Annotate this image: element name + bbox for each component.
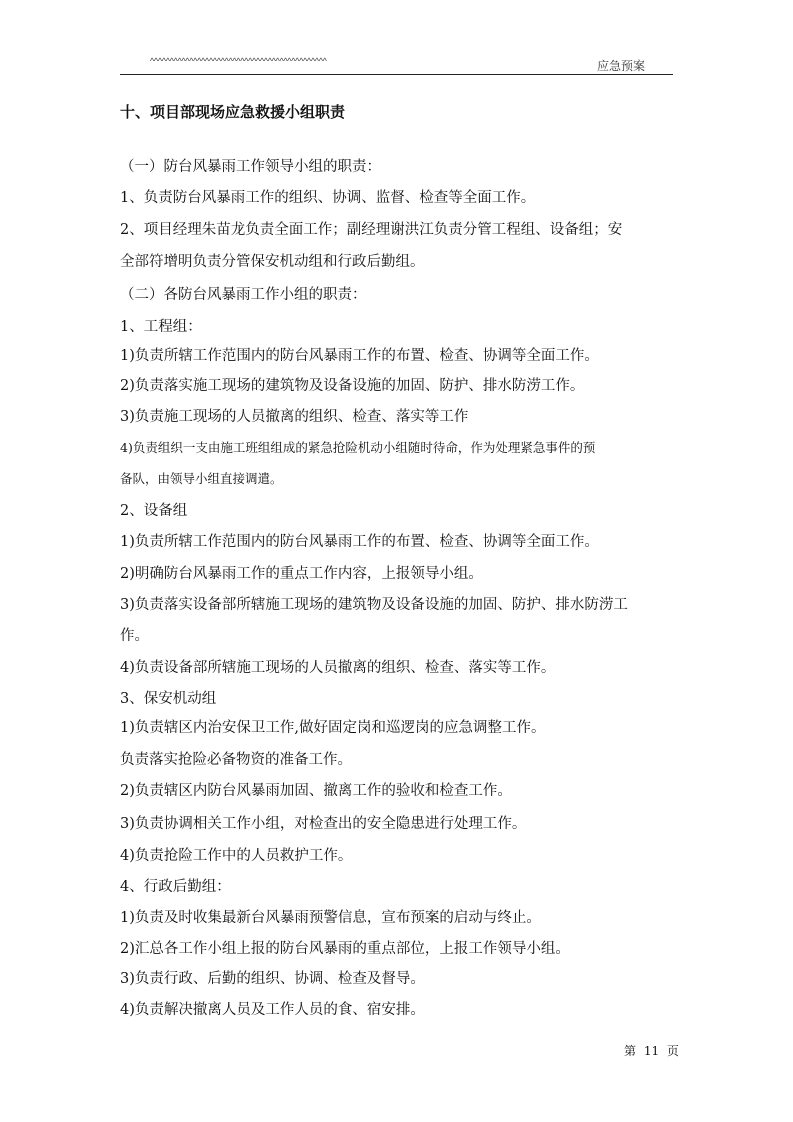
text-line: 4)负责抢险工作中的人员救护工作。 bbox=[120, 848, 353, 864]
text-line: 1、负责防台风暴雨工作的组织、协调、监督、检查等全面工作。 bbox=[120, 190, 536, 206]
text-line: 4)负责解决撤离人员及工作人员的食、宿安排。 bbox=[120, 1002, 425, 1018]
text-line: 3)负责协调相关工作小组，对检查出的安全隐患进行处理工作。 bbox=[120, 816, 527, 832]
header-rule bbox=[120, 74, 673, 75]
text-line: 备队，由领导小组直接调遣。 bbox=[120, 471, 283, 486]
text-line: 3)负责施工现场的人员撤离的组织、检查、落实等工作 bbox=[120, 409, 469, 425]
text-line: 1)负责及时收集最新台风暴雨预警信息，宣布预案的启动与终止。 bbox=[120, 910, 541, 926]
text-line: 2)负责辖区内防台风暴雨加固、撤离工作的验收和检查工作。 bbox=[120, 783, 512, 799]
text-line: （二）各防台风暴雨工作小组的职责： bbox=[120, 287, 367, 303]
text-line: 1)负责辖区内治安保卫工作,做好固定岗和巡逻岗的应急调整工作。 bbox=[120, 720, 546, 736]
text-line: 负责落实抢险必备物资的准备工作。 bbox=[120, 752, 352, 768]
text-line: 4)负责组织一支由施工班组组成的紧急抢险机动小组随时待命，作为处理紧急事件的预 bbox=[120, 440, 596, 455]
page-number: 第 11 页 bbox=[624, 1044, 679, 1058]
text-line: 3)负责行政、后勤的组织、协调、检查及督导。 bbox=[120, 971, 425, 987]
text-line: 2)负责落实施工现场的建筑物及设备设施的加固、防护、排水防涝工作。 bbox=[120, 378, 585, 394]
text-line: 2、设备组 bbox=[120, 503, 188, 519]
text-line: 4、行政后勤组： bbox=[120, 879, 231, 895]
text-line: 2)明确防台风暴雨工作的重点工作内容，上报领导小组。 bbox=[120, 566, 483, 582]
text-line: （一）防台风暴雨工作领导小组的职责： bbox=[120, 159, 381, 175]
text-line: 作。 bbox=[120, 628, 149, 644]
text-line: 3、保安机动组 bbox=[120, 691, 217, 707]
text-line: 1)负责所辖工作范围内的防台风暴雨工作的布置、检查、协调等全面工作。 bbox=[120, 534, 599, 550]
header-title: 应急预案 bbox=[597, 59, 646, 73]
section-title: 十、项目部现场应急救援小组职责 bbox=[120, 103, 346, 121]
text-line: 4)负责设备部所辖施工现场的人员撤离的组织、检查、落实等工作。 bbox=[120, 660, 556, 676]
text-line: 1)负责所辖工作范围内的防台风暴雨工作的布置、检查、协调等全面工作。 bbox=[120, 348, 599, 364]
text-line: 全部符增明负责分管保安机动组和行政后勤组。 bbox=[120, 254, 425, 270]
header-decoration: ^^^^^^^^^^^^^^^^^^^^^^^^^^^^^^^^^^^^^^^^^^^^^ bbox=[150, 56, 327, 66]
text-line: 1、工程组： bbox=[120, 319, 202, 335]
text-line: 2、项目经理朱苗龙负责全面工作；副经理谢洪江负责分管工程组、设备组；安 bbox=[120, 222, 623, 238]
text-line: 3)负责落实设备部所辖施工现场的建筑物及设备设施的加固、防护、排水防涝工 bbox=[120, 597, 628, 613]
text-line: 2)汇总各工作小组上报的防台风暴雨的重点部位，上报工作领导小组。 bbox=[120, 941, 570, 957]
